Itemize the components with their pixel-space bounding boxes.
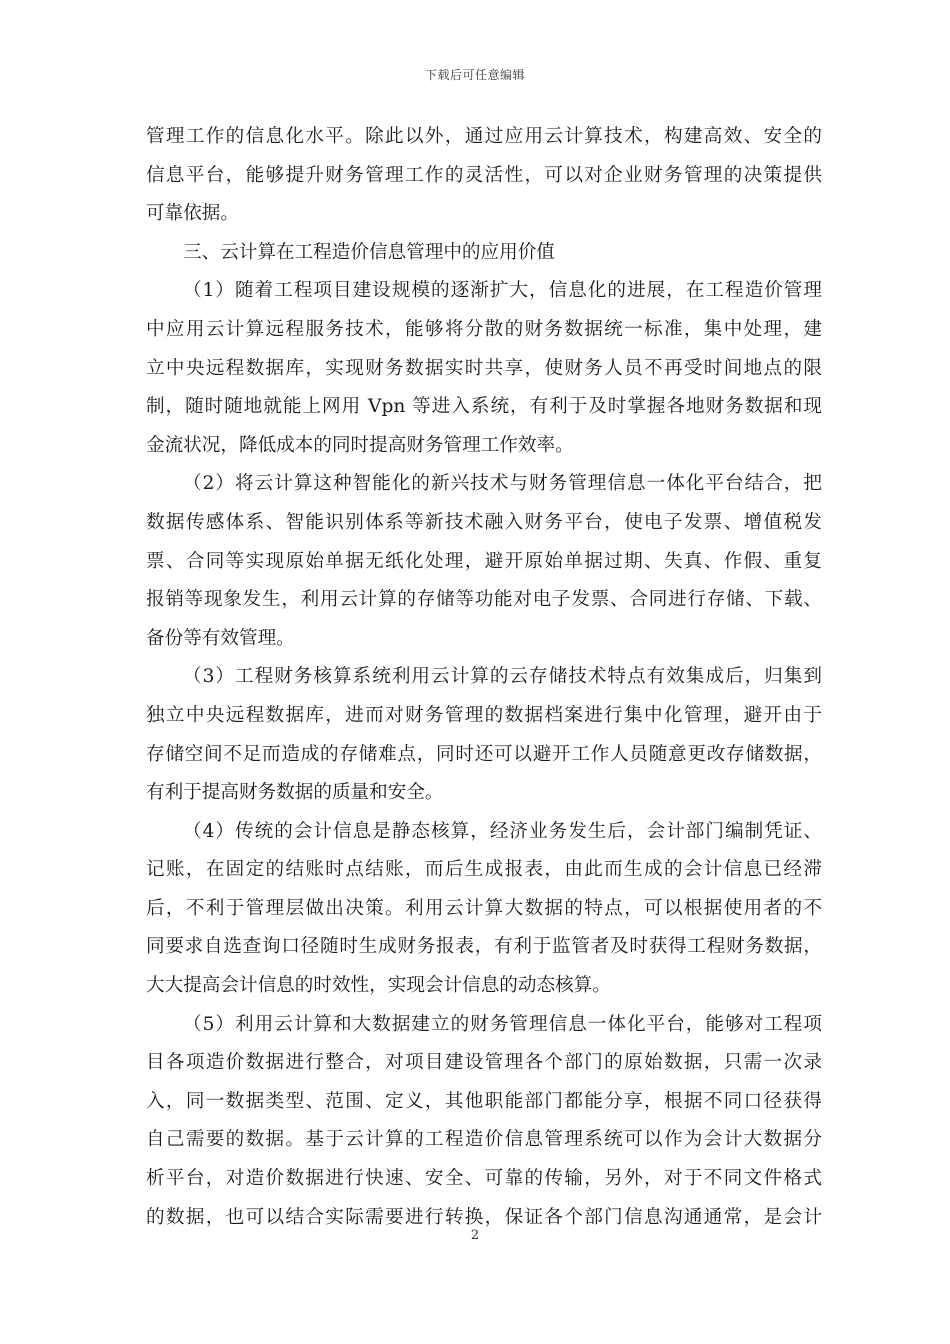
text-line: 大大提高会计信息的时效性，实现会计信息的动态核算。: [146, 975, 611, 997]
text-line: 制，随时随地就能上网用 Vpn 等进入系统，有利于及时掌握各地财务数据和现: [146, 396, 822, 418]
text-line: 目各项造价数据进行整合，对项目建设管理各个部门的原始数据，只需一次录: [146, 1052, 822, 1074]
text-line: 的数据，也可以结合实际需要进行转换，保证各个部门信息沟通通常，是会计: [146, 1206, 822, 1228]
paragraph: [146, 1006, 822, 1238]
text-line: 三、云计算在工程造价信息管理中的应用价值: [183, 241, 555, 263]
text-line: 金流状况，降低成本的同时提高财务管理工作效率。: [146, 434, 574, 456]
text-line: 数据传感体系、智能识别体系等新技术融入财务平台，使电子发票、增值税发: [146, 511, 822, 533]
paragraph: [146, 813, 822, 1006]
text-line: 析平台，对造价数据进行快速、安全、可靠的传输，另外，对于不同文件格式: [146, 1168, 822, 1190]
text-line: 自己需要的数据。基于云计算的工程造价信息管理系统可以作为会计大数据分: [146, 1129, 822, 1151]
paragraph: [146, 272, 822, 465]
text-line: 入，同一数据类型、范围、定义，其他职能部门都能分享，根据不同口径获得: [146, 1090, 822, 1112]
text-line: （4）传统的会计信息是静态核算，经济业务发生后，会计部门编制凭证、: [183, 820, 822, 842]
page-header: 下载后可任意编辑: [424, 68, 525, 82]
text-line: 可靠依据。: [146, 203, 239, 225]
paragraph: [146, 658, 822, 812]
paragraph: [146, 465, 822, 658]
text-line: 票、合同等实现原始单据无纸化处理，避开原始单据过期、失真、作假、重复: [146, 550, 822, 572]
text-line: 独立中央远程数据库，进而对财务管理的数据档案进行集中化管理，避开由于: [146, 704, 822, 726]
text-line: 中应用云计算远程服务技术，能够将分散的财务数据统一标准，集中处理，建: [146, 318, 822, 340]
text-line: 管理工作的信息化水平。除此以外，通过应用云计算技术，构建高效、安全的: [146, 126, 822, 147]
section-heading: [146, 234, 822, 273]
text-line: 记账，在固定的结账时点结账，而后生成报表，由此而生成的会计信息已经滞: [146, 859, 822, 881]
page-number: 2: [470, 1228, 480, 1243]
text-line: （2）将云计算这种智能化的新兴技术与财务管理信息一体化平台结合，把: [183, 473, 822, 495]
text-line: 存储空间不足而造成的存储难点，同时还可以避开工作人员随意更改存储数据，: [146, 743, 822, 765]
text-line: 同要求自选查询口径随时生成财务报表，有利于监管者及时获得工程财务数据，: [146, 936, 822, 958]
text-line: （1）随着工程项目建设规模的逐渐扩大，信息化的进展，在工程造价管理: [183, 280, 822, 302]
text-line: （3）工程财务核算系统利用云计算的云存储技术特点有效集成后，归集到: [183, 666, 822, 688]
document-body: [146, 118, 822, 1237]
text-line: （5）利用云计算和大数据建立的财务管理信息一体化平台，能够对工程项: [183, 1013, 822, 1035]
text-line: 有利于提高财务数据的质量和安全。: [146, 782, 444, 804]
text-line: 备份等有效管理。: [146, 627, 295, 649]
text-line: 信息平台，能够提升财务管理工作的灵活性，可以对企业财务管理的决策提供: [146, 164, 822, 186]
text-line: 报销等现象发生，利用云计算的存储等功能对电子发票、合同进行存储、下载、: [146, 589, 822, 611]
text-line: 立中央远程数据库，实现财务数据实时共享，使财务人员不再受时间地点的限: [146, 357, 822, 379]
paragraph: [146, 118, 822, 234]
text-line: 后，不利于管理层做出决策。利用云计算大数据的特点，可以根据使用者的不: [146, 897, 822, 919]
